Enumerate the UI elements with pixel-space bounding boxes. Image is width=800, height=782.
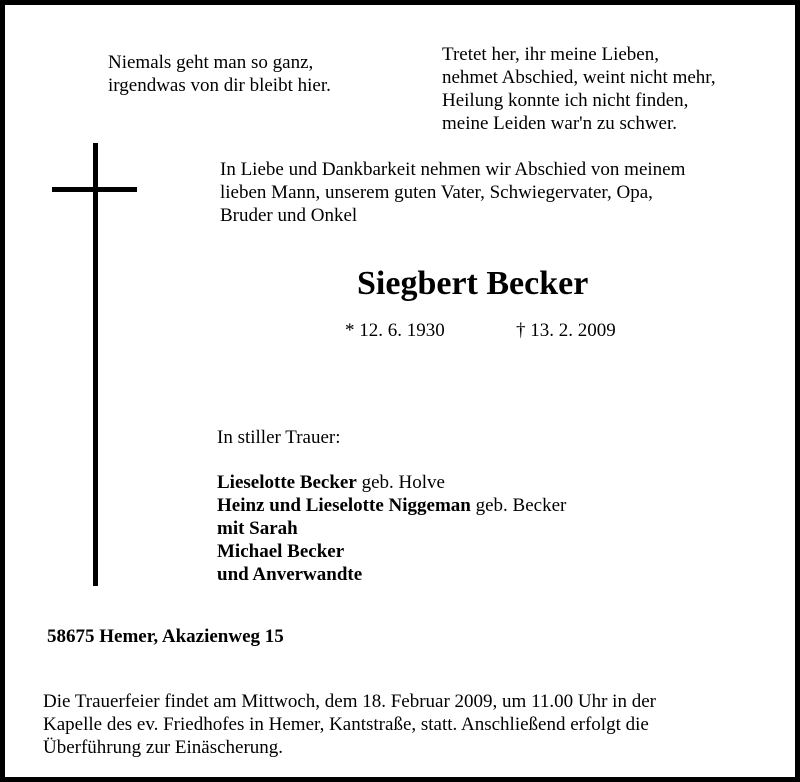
cross-icon-horizontal-bar	[52, 187, 137, 192]
intro-line: In Liebe und Dankbarkeit nehmen wir Abschied von meinem	[220, 159, 686, 180]
ceremony-info	[43, 690, 656, 759]
intro-line: Bruder und Onkel	[220, 205, 358, 226]
mourner-name: Lieselotte Becker	[217, 472, 357, 493]
mourning-label: In stiller Trauer:	[217, 427, 341, 448]
mourner-name: und Anverwandte	[217, 564, 363, 585]
birth-date: * 12. 6. 1930	[345, 320, 445, 341]
mourner-name: mit Sarah	[217, 518, 298, 539]
mourner-entry	[217, 563, 566, 586]
quote-left-line: Niemals geht man so ganz,	[108, 52, 314, 73]
ceremony-line: Die Trauerfeier findet am Mittwoch, dem 18. Februar 2009, um 11.00 Uhr in der	[43, 691, 656, 712]
quote-right-line: meine Leiden war'n zu schwer.	[442, 113, 678, 134]
mourner-entry	[217, 494, 566, 517]
cross-icon-vertical-bar	[93, 143, 98, 586]
quote-right-line: Tretet her, ihr meine Lieben,	[442, 44, 659, 65]
mourner-entry	[217, 471, 566, 494]
intro-text	[220, 158, 685, 227]
mourner-note: geb. Holve	[356, 472, 445, 493]
mourner-name: Michael Becker	[217, 541, 345, 562]
intro-line: lieben Mann, unserem guten Vater, Schwiegervater, Opa,	[220, 182, 653, 203]
quote-left-line: irgendwas von dir bleibt hier.	[108, 75, 331, 96]
ceremony-line: Kapelle des ev. Friedhofes in Hemer, Kantstraße, statt. Anschließend erfolgt die	[43, 714, 649, 735]
quote-right-line: Heilung konnte ich nicht finden,	[442, 90, 689, 111]
deceased-name: Siegbert Becker	[357, 265, 589, 302]
mourner-entry	[217, 540, 566, 563]
mourner-name: Heinz und Lieselotte Niggeman	[217, 495, 471, 516]
mourners-list	[217, 471, 566, 586]
mourner-entry	[217, 517, 566, 540]
quote-left	[108, 51, 331, 97]
mourner-note: geb. Becker	[470, 495, 567, 516]
quote-right-line: nehmet Abschied, weint nicht mehr,	[442, 67, 716, 88]
ceremony-line: Überführung zur Einäscherung.	[43, 737, 284, 758]
address: 58675 Hemer, Akazienweg 15	[47, 626, 284, 647]
quote-right	[442, 43, 716, 135]
death-date: † 13. 2. 2009	[516, 320, 616, 341]
